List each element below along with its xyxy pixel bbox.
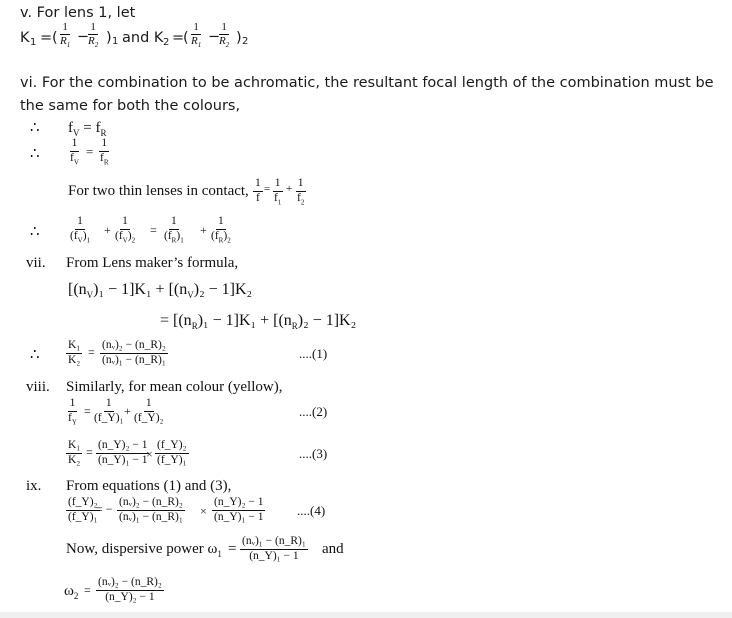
fraction-one-over-fv (68, 138, 81, 166)
fraction-one-over-fr (98, 138, 111, 166)
denominator: K₂ (68, 353, 81, 366)
fraction-k1-over-k2 (66, 340, 82, 366)
numerator: (nᵥ)₂ − (n_R)₂ (100, 340, 168, 354)
fraction-one-over-fy1 (92, 398, 126, 424)
equals-sign: = (88, 345, 95, 359)
denominator: (nᵥ)₁ − (n_R)₁ (102, 353, 166, 366)
lens-maker-rhs: = $[(n_R)_1 - 1]K_1 + [(n_R)_2 - 1]K_2$ (160, 312, 357, 332)
numerator: 1 (169, 216, 179, 230)
equals-sign: = (150, 223, 157, 237)
fraction-one-over-fy (66, 398, 79, 426)
numerator: K₁ (66, 340, 82, 354)
denominator: (n_Y)₁ − 1 (214, 510, 264, 523)
section-ix-label: ix. (26, 478, 42, 494)
equals-sign: = (228, 541, 237, 557)
fraction-one-over-fr2 (209, 216, 233, 244)
fraction-one-over-fr1 (162, 216, 186, 244)
numerator: (n_Y)₂ − 1 (212, 497, 265, 511)
denominator: f (255, 191, 260, 204)
paren-subscript: 2 (242, 36, 249, 47)
section-viii-label: viii. (26, 379, 50, 395)
denominator: $f_1$ (274, 191, 282, 206)
thin-lens-text: For two thin lenses in contact, (68, 183, 249, 199)
times-sign: × (146, 447, 153, 461)
fraction-fy-lhs (66, 497, 100, 523)
fraction-one-over-r1 (58, 22, 72, 49)
plus-sign: + (124, 404, 131, 418)
therefore-symbol: ∴ (30, 224, 40, 240)
section-vi-line-1: vi. For the combination to be achromatic, the resultant focal length of the combination must be (20, 75, 714, 91)
fraction-ny-ratio (96, 440, 149, 466)
denominator: (n_Y)₂ − 1 (105, 590, 155, 603)
denominator: $f_2$ (297, 191, 305, 206)
denominator: $(f_V)_1$ (70, 229, 91, 244)
dispersive-power-text: Now, dispersive power $\omega_1$ (66, 541, 222, 559)
open-paren: ( (183, 30, 189, 46)
denominator: (f_Y)₁ (68, 510, 98, 523)
close-paren: ) (106, 30, 112, 46)
equals-sign: = (264, 183, 271, 195)
fraction-fy-ratio (155, 440, 189, 466)
fraction-one-over-r2 (217, 22, 231, 49)
fraction-k1-over-k2 (66, 440, 82, 466)
denominator: $R_1$ (60, 35, 71, 50)
fraction-omega2 (96, 577, 164, 603)
numerator: (nᵥ)₂ − (n_R)₂ (96, 577, 164, 591)
numerator: 1 (62, 21, 68, 33)
equals-sign: = (84, 583, 91, 597)
numerator: 1 (120, 216, 130, 230)
denominator: (n_Y)₁ − 1 (98, 453, 148, 466)
numerator: (nᵥ)₁ − (n_R)₁ (240, 536, 308, 550)
numerator: 1 (296, 178, 306, 192)
numerator: 1 (104, 398, 114, 412)
numerator: 1 (70, 138, 80, 152)
equation-number-4: ....(4) (297, 503, 326, 518)
equals-sign: = (86, 144, 94, 159)
section-ix-text: From equations (1) and (3), (66, 478, 232, 494)
fraction-one-over-r2 (86, 22, 100, 49)
section-viii-text: Similarly, for mean colour (yellow), (66, 379, 283, 395)
close-paren: ) (236, 30, 242, 46)
denominator: $f_R$ (100, 151, 109, 166)
denominator: (nᵥ)₁ − (n_R)₁ (119, 510, 183, 523)
equals-minus: = − (96, 502, 113, 516)
fraction-one-over-f2 (295, 178, 306, 206)
therefore-symbol: ∴ (30, 146, 40, 162)
numerator: 1 (68, 398, 78, 412)
section-vii-text: From Lens maker’s formula, (66, 255, 239, 271)
times-sign: × (200, 504, 207, 518)
denominator: $R_2$ (219, 35, 230, 50)
fraction-ny-ratio (212, 497, 265, 523)
plus-sign: + (104, 223, 111, 237)
section-v-heading: v. For lens 1, let (20, 5, 136, 21)
numerator: 1 (253, 178, 263, 192)
section-vi-line-2: the same for both the colours, (20, 98, 241, 114)
denominator: (f_Y)₂ (134, 411, 164, 424)
numerator: 1 (99, 138, 109, 152)
denominator: $R_2$ (88, 35, 99, 50)
equation-number-3: ....(3) (299, 446, 328, 461)
k1-symbol: K (20, 30, 30, 46)
numerator: 1 (216, 216, 226, 230)
numerator: K₁ (66, 440, 82, 454)
k1-subscript: 1 (30, 37, 37, 48)
fraction-refractive-index-ratio (100, 340, 168, 366)
fraction-one-over-f1 (272, 178, 283, 206)
numerator: (n_Y)₂ − 1 (96, 440, 149, 454)
denominator: (n_Y)₁ − 1 (249, 549, 299, 562)
numerator: 1 (193, 21, 199, 33)
numerator: 1 (273, 178, 283, 192)
denominator: $(f_R)_2$ (211, 229, 231, 244)
fraction-one-over-fv1 (68, 216, 92, 244)
fraction-one-over-f (253, 178, 263, 204)
numerator: (nᵥ)₂ − (n_R)₂ (117, 497, 185, 511)
minus-sign: − (77, 29, 90, 45)
plus-sign: + (286, 183, 293, 195)
numerator: 1 (75, 216, 85, 230)
fraction-one-over-r1 (189, 22, 203, 49)
therefore-symbol: ∴ (30, 120, 40, 136)
fraction-one-over-fv2 (113, 216, 137, 244)
fraction-omega1 (240, 536, 308, 562)
lens-maker-lhs: $[(n_V)_1 - 1]K_1 + [(n_V)_2 - 1]K_2$ (68, 281, 253, 301)
fraction-one-over-fy2 (132, 398, 166, 424)
fv-equals-fr: $f_V = f_R$ (68, 120, 107, 138)
equals-sign: = (172, 30, 185, 46)
paren-subscript: 1 (112, 36, 119, 47)
denominator: $(f_V)_2$ (115, 229, 136, 244)
denominator: $(f_R)_1$ (164, 229, 184, 244)
denominator: K₂ (68, 453, 81, 466)
bottom-divider (0, 612, 732, 618)
equals-sign: = (84, 404, 91, 418)
plus-sign: + (200, 223, 207, 237)
and-word: and (322, 541, 344, 557)
numerator: (f_Y)₂ (155, 440, 189, 454)
numerator: 1 (144, 398, 154, 412)
section-vii-label: vii. (26, 255, 46, 271)
open-paren: ( (52, 30, 58, 46)
numerator: 1 (90, 21, 96, 33)
minus-sign: − (208, 29, 221, 45)
and-k2-text: and K (122, 30, 164, 46)
denominator: (f_Y)₁ (94, 411, 124, 424)
equals-sign: = (86, 445, 93, 459)
k2-subscript: 2 (163, 37, 170, 48)
numerator: 1 (221, 21, 227, 33)
denominator: $f_V$ (70, 151, 79, 166)
omega2-symbol: $\omega_2$ (64, 583, 79, 601)
equals-sign: = (40, 30, 53, 46)
numerator: (f_Y)₂ (66, 497, 100, 511)
denominator: $f_Y$ (68, 411, 77, 426)
therefore-symbol: ∴ (30, 347, 40, 363)
denominator: $R_1$ (191, 35, 202, 50)
equation-number-1: ....(1) (299, 346, 328, 361)
fraction-refractive-index-ratio (117, 497, 185, 523)
equation-number-2: ....(2) (299, 404, 328, 419)
denominator: (f_Y)₁ (157, 453, 187, 466)
